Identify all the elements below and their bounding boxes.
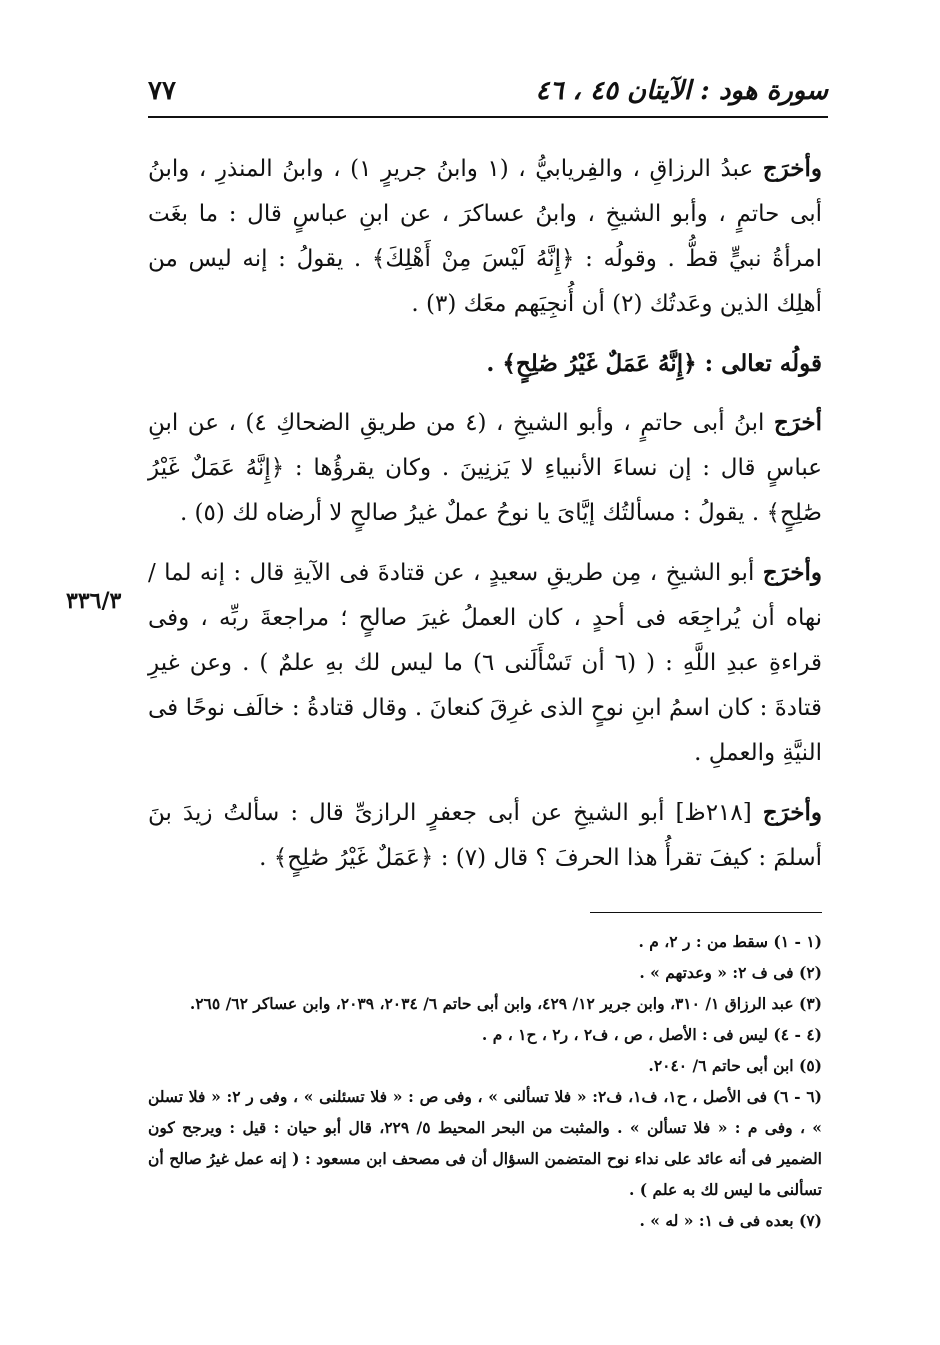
page-header: [148, 70, 828, 114]
footnote-2: (٢) فى ف ٢: « وعدتهم » .: [639, 963, 822, 982]
header-rule: [148, 116, 828, 118]
paragraph-lead: وأخرَج: [762, 155, 822, 182]
paragraph-text: أبو الشيخِ ، مِن طريقِ سعيدٍ ، عن قتادةَ فى الآيةِ قال : إنه لما / نهاه أن يُراجِعَه فى أحدٍ ، كان العملُ غيرَ صالحٍ ؛ مراجعةَ ربِّه ، وفى قراءةِ عبدِ اللَّهِ : ( (٦ أن تَسْأَلَنى ٦) ما ليس لك بهِ علمٌ ) . وعن غيرِ قتادةَ : كان اسمُ ابنِ نوحٍ الذى غرِقَ كنعانَ . وقال قتادةُ : خالَف نوحًا فى النيَّةِ والعملِ .: [148, 560, 823, 766]
paragraph-lead: أخرَج: [773, 409, 822, 436]
paragraph-1: [148, 146, 822, 327]
footnote-3: (٣) عبد الرزاق ١/ ٣١٠، وابن جرير ١٢/ ٤٢٩، وابن أبى حاتم ٦/ ٢٠٣٤، ٢٠٣٩، وابن عساكر ٦٢/ ٢٦٥.: [189, 994, 822, 1013]
paragraph-3: [148, 550, 822, 776]
footnote-7: (٧) بعده فى ف ١: « له » .: [639, 1211, 822, 1230]
paragraph-2: [148, 400, 822, 536]
main-text: [148, 146, 822, 895]
margin-reference: ٣٣٦/٣: [66, 588, 122, 614]
paragraph-4: [148, 790, 822, 881]
footnote-6: (٦ - ٦) فى الأصل ، ح١، ف١، ف٢: « فلا تسألنى » ، وفى ص : « فلا تسئلنى » ، وفى ر ٢: « فلا تسلن » ، وفى م : « فلا تسألن » . والمثبت من البحر المحيط ٥/ ٢٢٩، قال أبو حيان : قيل : ويرجح كون الضمير فى أنه عائد على نداء نوح المتضمن السؤال أن فى مصحف ابن مسعود : ( إنه عمل غيرُ صالح أن تسألنى ما ليس لك به علم ) .: [148, 1087, 822, 1199]
paragraph-lead: وأخرَج: [762, 559, 822, 586]
paragraph-text: ابنُ أبى حاتمٍ ، وأبو الشيخِ ، (٤ من طريقِ الضحاكِ ٤) ، عن ابنِ عباسٍ قال : إن نساءَ الأنبياءِ لا يَزنِينَ . وكان يقرؤُها : ﴿إِنَّهُ عَمَلٌ غَيْرُ صَٰلِحٍ﴾ . يقولُ : مسألتُك إيَّاىَ يا نوحُ عملٌ غيرُ صالحٍ لا أرضاه لك (٥) .: [148, 410, 822, 526]
paragraph-text: [٢١٨ظ] أبو الشيخِ عن أبى جعفرٍ الرازىِّ قال : سألتُ زيدَ بنَ أسلمَ : كيفَ تقرأُ هذا الحرفَ ؟ قال (٧) : ﴿عَمَلٌ غَيْرُ صَٰلِحٍ﴾ .: [148, 800, 822, 871]
footnote-4: (٤ - ٤) ليس فى : الأصل ، ص ، ف٢ ، ر٢ ، ح١ ، م .: [481, 1025, 822, 1044]
footnote-1: (١ - ١) سقط من : ر ٢، م .: [638, 932, 822, 951]
paragraph-text: عبدُ الرزاقِ ، والفِريابيُّ ، (١ وابنُ جريرٍ ١) ، وابنُ المنذرِ ، وابنُ أبى حاتمٍ ، وأبو الشيخِ ، وابنُ عساكرَ ، عن ابنِ عباسٍ قال : ما بغَت امرأةُ نبيٍّ قطُّ . وقولُه : ﴿إِنَّهُ لَيْسَ مِنْ أَهْلِكَ﴾ . يقولُ : إنه ليس من أهلِك الذين وعَدتُك (٢) أن أُنجِيَهم معَك (٣) .: [148, 156, 822, 317]
footnote-5: (٥) ابن أبى حاتم ٦/ ٢٠٤٠.: [648, 1056, 822, 1075]
paragraph-lead: وأخرَج: [762, 799, 822, 826]
running-title: سورة هود : الآيتان ٤٥ ، ٤٦: [535, 76, 828, 106]
page-number: ٧٧: [148, 76, 176, 106]
section-heading: قولُه تعالى : ﴿إِنَّهُ عَمَلٌ غَيْرُ صَٰلِحٍ﴾ .: [486, 350, 822, 377]
footnotes: [148, 926, 822, 1236]
footnote-rule: [590, 912, 822, 913]
